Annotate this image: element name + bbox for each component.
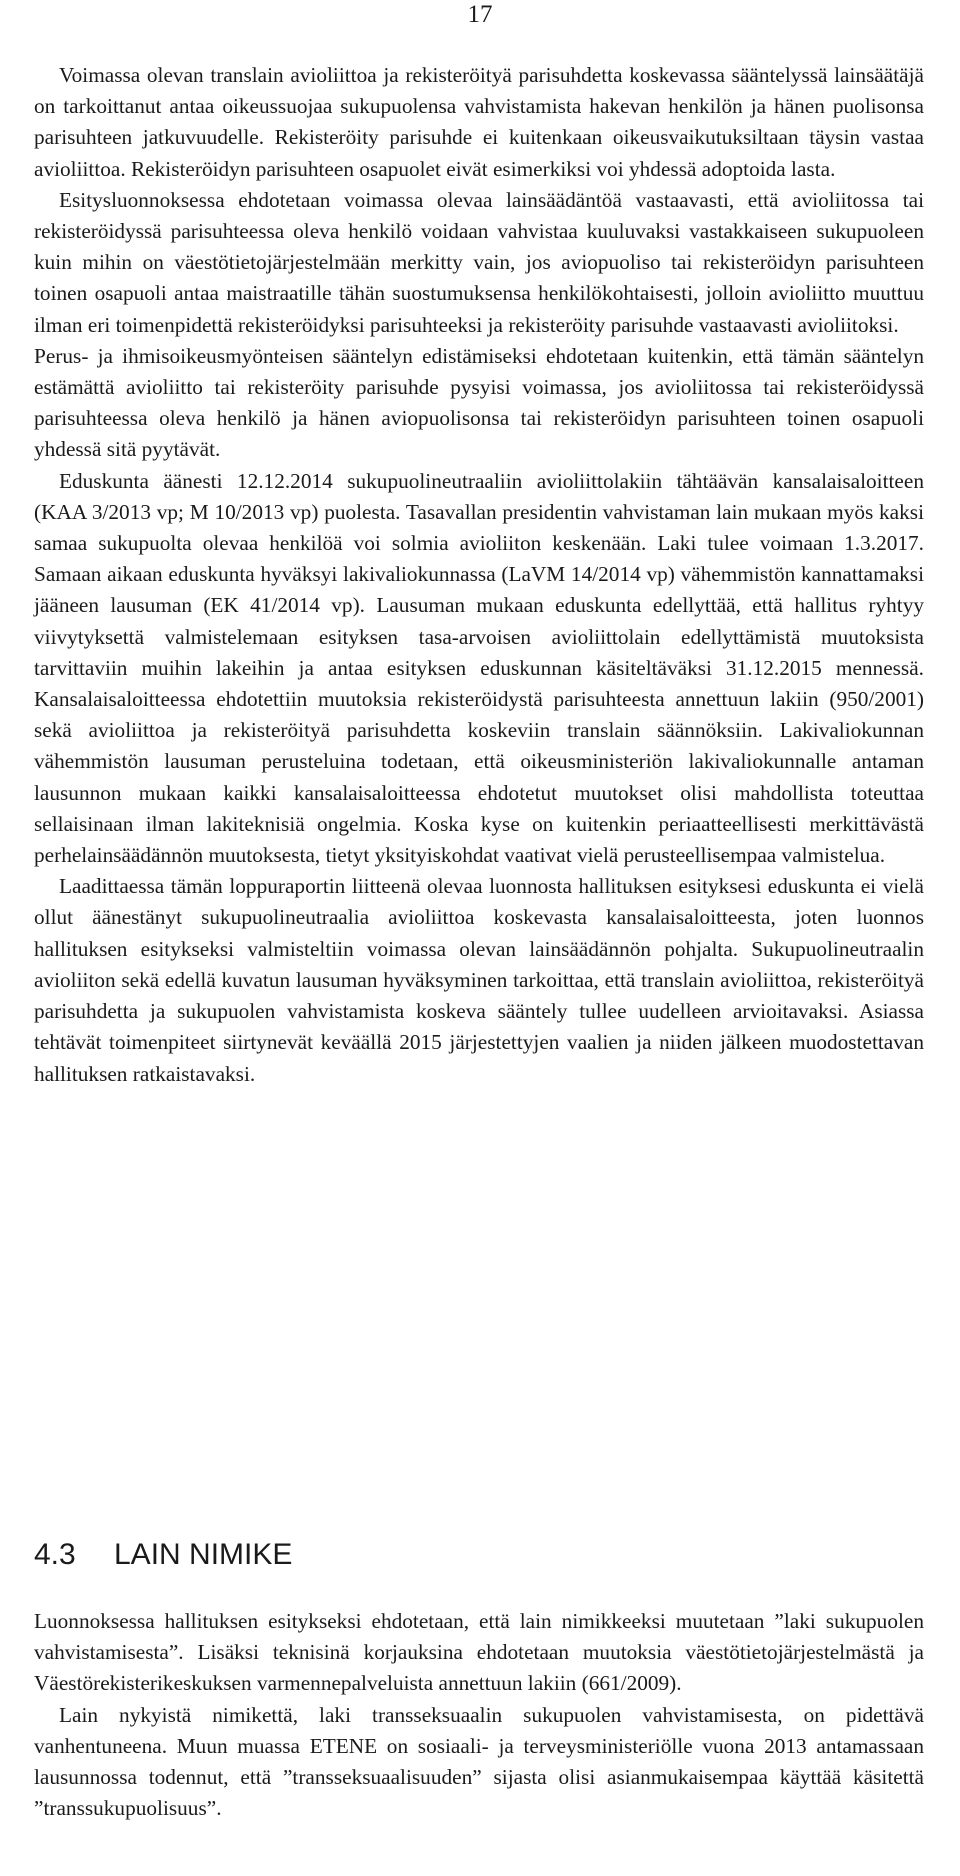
paragraph: Luonnoksessa hallituksen esitykseksi ehdotetaan, että lain nimikkeeksi muutetaan ”laki sukupuolen vahvistamisesta”. Lisäksi teknisinä korjauksina ehdotetaan muutoksia väestötietojärjestelmästä ja Väestörekisterikeskuksen varmennepalveluista annettuun lakiin (661/2009). xyxy=(34,1609,924,1696)
section-number: 4.3 xyxy=(34,1538,76,1571)
paragraph: Eduskunta äänesti 12.12.2014 sukupuolineutraaliin avioliittolakiin tähtäävän kansalaisaloitteen (KAA 3/2013 vp; M 10/2013 vp) puolesta. Tasavallan presidentin vahvistaman lain mukaan myös kaksi samaa sukupuolta olevaa henkilöä voi solmia avioliiton keskenään. Laki tulee voimaan 1.3.2017. Samaan aikaan eduskunta hyväksyi lakivaliokunnassa (LaVM 14/2014 vp) vähemmistön kannattamaksi jääneen lausuman (EK 41/2014 vp). Lausuman mukaan eduskunta edellyttää, että hallitus ryhtyy viivytyksettä valmistelemaan esityksen tasa-arvoisen avioliittolain edellyttämistä muutoksista tarvittaviin muihin lakeihin ja antaa esityksen eduskunnan käsiteltäväksi 31.12.2015 mennessä. Kansalaisaloitteessa ehdotettiin muutoksia rekisteröidystä parisuhteesta annettuun lakiin (950/2001) sekä avioliittoa ja rekisteröityä parisuhdetta koskeviin translain säännöksiin. Lakivaliokunnan vähemmistön lausuman perusteluina todetaan, että oikeusministeriön lakivaliokunnalle antaman lausunnon mukaan kaikki kansalaisaloitteessa ehdotetut muutokset olisi mahdollista toteuttaa sellaisinaan ilman lakiteknisiä ongelmia. Koska kyse on kuitenkin periaatteellisesti merkittävästä perhelainsäädännön muutoksesta, tietyt yksityiskohdat vaativat vielä perusteellisempaa valmistelua. xyxy=(34,468,924,868)
section-heading xyxy=(34,1538,924,1572)
section-title: LAIN NIMIKE xyxy=(114,1538,293,1571)
section-body-2 xyxy=(34,1606,924,1824)
paragraph: Esitysluonnoksessa ehdotetaan voimassa olevaa lainsäädäntöä vastaavasti, että avioliitossa tai rekisteröidyssä parisuhteessa oleva henkilö voidaan vahvistaa kuuluvaksi vastakkaiseen sukupuoleen kuin mihin on väestötietojärjestelmään merkitty vain, jos aviopuoliso tai rekisteröidyn parisuhteen toinen osapuoli antaa maistraatille tähän suostumuksensa henkilökohtaisesti, jolloin avioliitto muuttuu ilman eri toimenpidettä rekisteröidyksi parisuhteeksi ja rekisteröity parisuhde vastaavasti avioliitoksi. xyxy=(34,187,924,337)
paragraph: Lain nykyistä nimikettä, laki transseksuaalin sukupuolen vahvistamisesta, on pidettävä vanhentuneena. Muun muassa ETENE on sosiaali- ja terveysministeriölle vuona 2013 antamassaan lausunnossa todennut, että ”transseksuaalisuuden” sijasta olisi asianmukaisempaa käyttää käsitettä ”transsukupuolisuus”. xyxy=(34,1702,924,1821)
section-body-1 xyxy=(34,60,924,1090)
page-number: 17 xyxy=(467,1,493,28)
paragraph: Laadittaessa tämän loppuraportin liitteenä olevaa luonnosta hallituksen esityksesi eduskunta ei vielä ollut äänestänyt sukupuolineutraalia avioliittoa koskevasta kansalaisaloitteesta, joten luonnos hallituksen esitykseksi valmisteltiin voimassa olevan lainsäädännön pohjalta. Sukupuolineutraalin avioliiton sekä edellä kuvatun lausuman hyväksyminen tarkoittaa, että translain avioliittoa, rekisteröityä parisuhdetta ja sukupuolen vahvistamista koskeva sääntely tullee uudelleen arvioitavaksi. Asiassa tehtävät toimenpiteet siirtynevät keväällä 2015 järjestettyjen vaalien ja niiden jälkeen muodostettavan hallituksen ratkaistavaksi. xyxy=(34,874,924,1086)
paragraph: Voimassa olevan translain avioliittoa ja rekisteröityä parisuhdetta koskevassa sääntelyssä lainsäätäjä on tarkoittanut antaa oikeussuojaa sukupuolensa vahvistamista hakevan henkilön ja hänen puolisonsa parisuhteen jatkuvuudelle. Rekisteröity parisuhde ei kuitenkaan oikeusvaikutuksiltaan täysin vastaa avioliittoa. Rekisteröidyn parisuhteen osapuolet eivät esimerkiksi voi yhdessä adoptoida lasta. xyxy=(34,63,924,181)
paragraph: Perus- ja ihmisoikeusmyönteisen sääntelyn edistämiseksi ehdotetaan kuitenkin, että tämän sääntelyn estämättä avioliitto tai rekisteröity parisuhde pysyisi voimassa, jos avioliitossa tai rekisteröidyssä parisuhteessa oleva henkilö ja hänen aviopuolisonsa tai rekisteröidyn parisuhteen toinen osapuoli yhdessä sitä pyytävät. xyxy=(34,343,924,462)
